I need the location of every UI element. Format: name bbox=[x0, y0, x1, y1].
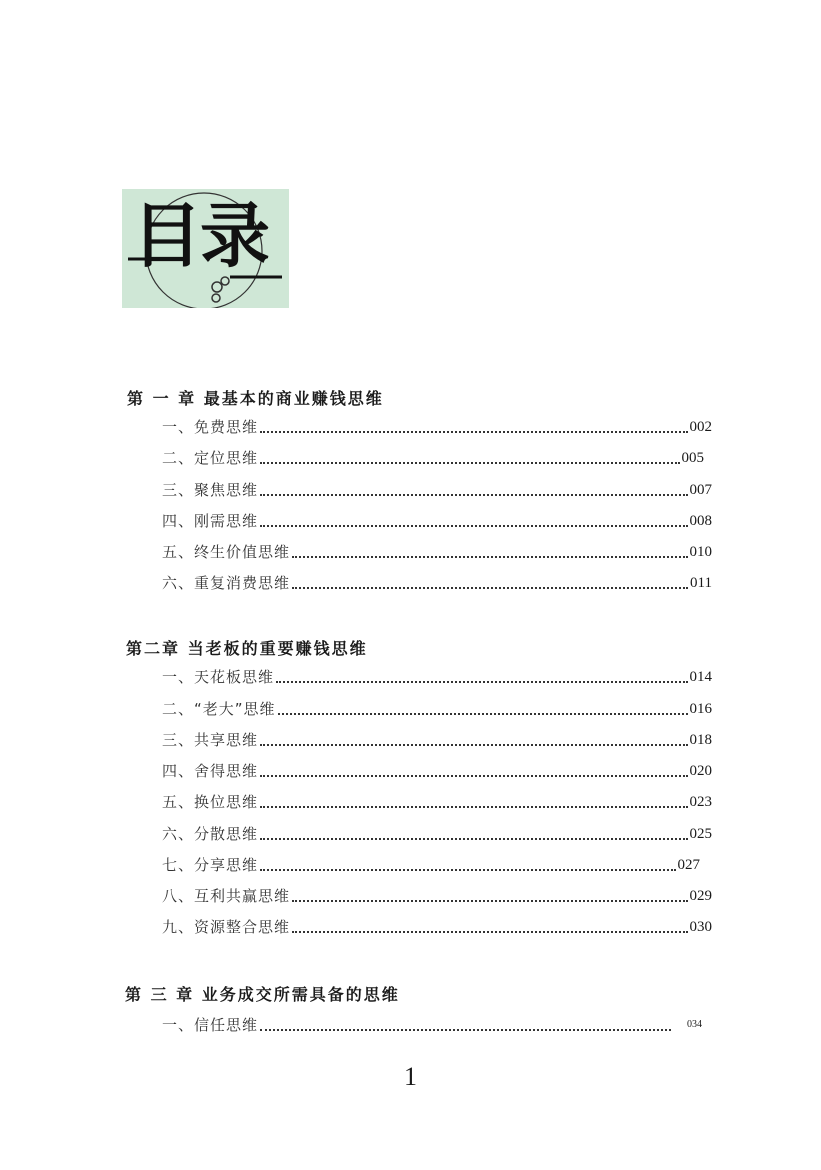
entry-page: 030 bbox=[689, 919, 712, 935]
entry-page: 018 bbox=[689, 732, 712, 748]
entry-page: 029 bbox=[689, 888, 712, 904]
entry-title: 三、聚焦思维 bbox=[162, 481, 259, 499]
chapter-title: 第 一 章 最基本的商业赚钱思维 bbox=[127, 389, 384, 408]
entry-page: 005 bbox=[681, 450, 704, 466]
entry-page: 011 bbox=[690, 575, 712, 591]
toc-entry[interactable] bbox=[162, 851, 700, 875]
entry-page: 016 bbox=[689, 701, 712, 717]
entry-title: 二、“老大”思维 bbox=[162, 700, 276, 718]
toc-entry[interactable] bbox=[162, 820, 712, 844]
entry-page: 010 bbox=[689, 544, 712, 560]
entry-title: 三、共享思维 bbox=[162, 731, 259, 749]
leader-dots bbox=[278, 713, 688, 715]
entry-page: 023 bbox=[689, 794, 712, 810]
toc-entry[interactable] bbox=[162, 569, 712, 593]
entry-title: 五、终生价值思维 bbox=[162, 543, 291, 561]
toc-entry[interactable] bbox=[162, 413, 712, 437]
entry-page: 025 bbox=[689, 826, 712, 842]
leader-dots bbox=[260, 462, 679, 464]
entry-page: 002 bbox=[689, 419, 712, 435]
leader-dots bbox=[292, 931, 687, 933]
toc-entry[interactable] bbox=[162, 444, 704, 468]
entry-title: 一、免费思维 bbox=[162, 418, 259, 436]
chapter-title: 第二章 当老板的重要赚钱思维 bbox=[126, 639, 368, 658]
chapter-title: 第 三 章 业务成交所需具备的思维 bbox=[125, 985, 400, 1004]
logo-text: 目录 bbox=[132, 194, 268, 277]
entry-title: 五、换位思维 bbox=[162, 793, 259, 811]
toc-entry[interactable] bbox=[162, 538, 712, 562]
entry-title: 六、分散思维 bbox=[162, 825, 259, 843]
leader-dots bbox=[276, 681, 687, 683]
leader-dots bbox=[260, 494, 687, 496]
leader-dots bbox=[260, 806, 687, 808]
toc-entry[interactable] bbox=[162, 913, 712, 937]
leader-dots bbox=[292, 556, 687, 558]
page-number: 1 bbox=[404, 1062, 417, 1091]
entry-title: 九、资源整合思维 bbox=[162, 918, 291, 936]
entry-page: 008 bbox=[689, 513, 712, 529]
entry-page: 014 bbox=[689, 669, 712, 685]
leader-dots bbox=[260, 1029, 671, 1031]
leader-dots bbox=[260, 869, 675, 871]
entry-title: 一、信任思维 bbox=[162, 1016, 259, 1034]
entry-page: 007 bbox=[689, 482, 712, 498]
toc-entry[interactable] bbox=[162, 757, 712, 781]
entry-title: 一、天花板思维 bbox=[162, 668, 275, 686]
leader-dots bbox=[260, 838, 687, 840]
leader-dots bbox=[292, 900, 687, 902]
entry-title: 二、定位思维 bbox=[162, 449, 259, 467]
toc-entry[interactable] bbox=[162, 788, 712, 812]
toc-entry[interactable] bbox=[162, 476, 712, 500]
entry-page: 020 bbox=[689, 763, 712, 779]
leader-dots bbox=[260, 525, 687, 527]
entry-page: 034 bbox=[687, 1019, 702, 1030]
leader-dots bbox=[260, 744, 687, 746]
leader-dots bbox=[260, 775, 687, 777]
toc-entry[interactable] bbox=[162, 663, 712, 687]
entry-title: 七、分享思维 bbox=[162, 856, 259, 874]
toc-entry[interactable] bbox=[162, 695, 712, 719]
entry-page: 027 bbox=[677, 857, 700, 873]
toc-entry[interactable] bbox=[162, 726, 712, 750]
toc-entry[interactable] bbox=[162, 882, 712, 906]
entry-title: 四、刚需思维 bbox=[162, 512, 259, 530]
toc-entry[interactable] bbox=[162, 507, 712, 531]
toc-entry[interactable] bbox=[162, 1011, 712, 1035]
entry-title: 六、重复消费思维 bbox=[162, 574, 291, 592]
leader-dots bbox=[292, 587, 688, 589]
entry-title: 四、舍得思维 bbox=[162, 762, 259, 780]
entry-title: 八、互利共赢思维 bbox=[162, 887, 291, 905]
toc-logo bbox=[122, 189, 289, 308]
leader-dots bbox=[260, 431, 687, 433]
